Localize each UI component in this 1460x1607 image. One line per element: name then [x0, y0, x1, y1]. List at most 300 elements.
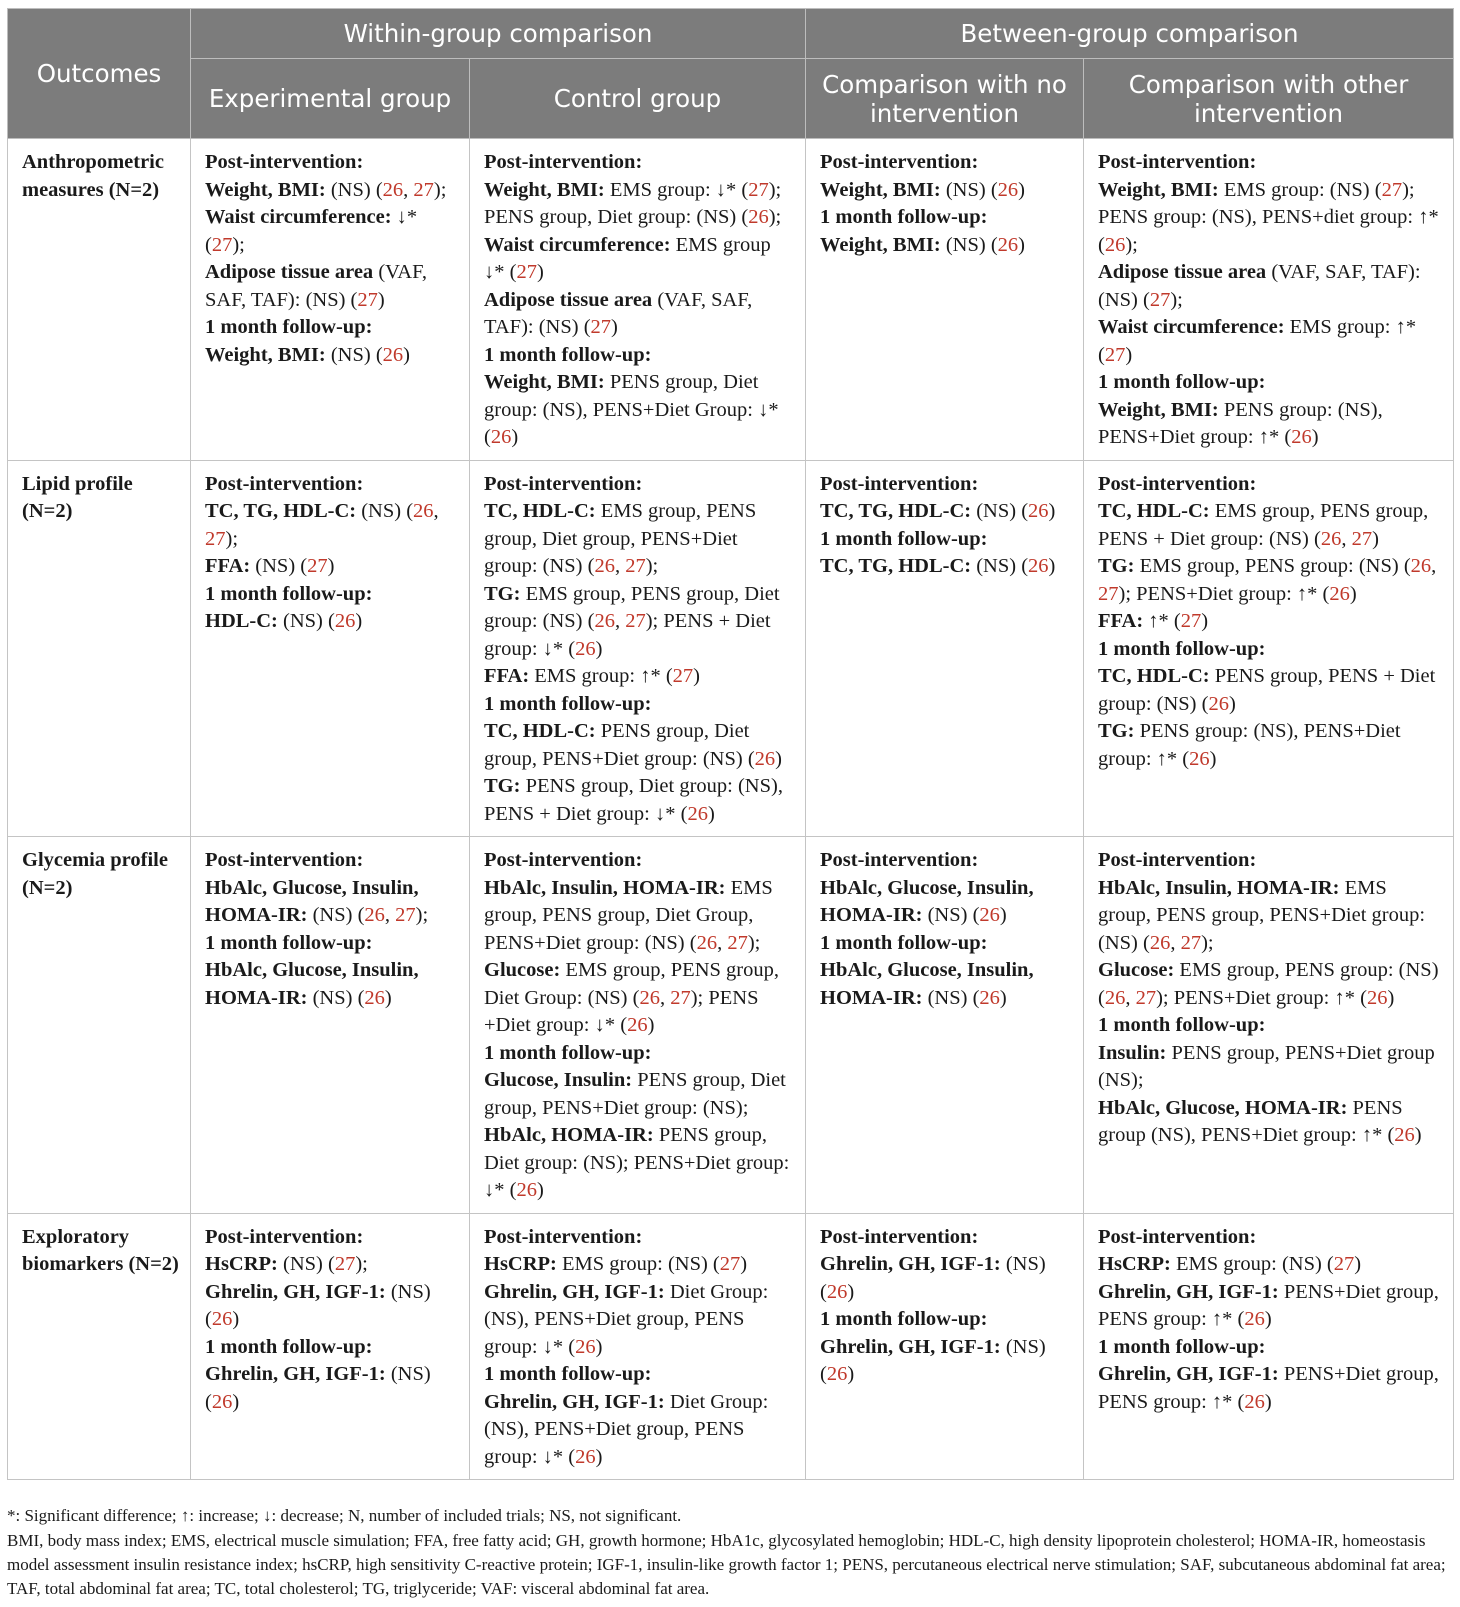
cell-text: (NS) ( [940, 178, 998, 201]
measure-label: Ghrelin, GH, IGF-1: [1098, 1363, 1279, 1385]
cell-line [484, 718, 795, 773]
cell-text: ) [1387, 986, 1395, 1009]
measure-label: Post-intervention: [820, 849, 979, 871]
cell-text: ) [1209, 747, 1217, 770]
cell-line [820, 204, 1073, 232]
cell-text: (NS) ( [205, 1363, 431, 1413]
measure-label: TG: [484, 582, 521, 605]
measure-label: 1 month follow-up: [820, 206, 988, 228]
cell-text: EMS group, PENS group: (NS) ( [1098, 959, 1439, 1009]
reference-link: 27 [590, 316, 612, 338]
control-cell [470, 837, 806, 1214]
cell-line [484, 581, 795, 664]
reference-link: 27 [672, 665, 694, 687]
cell-line [820, 232, 1073, 260]
cell-text: ) [1264, 1308, 1272, 1330]
reference-link: 27 [719, 1253, 741, 1275]
reference-link: 27 [1135, 986, 1157, 1009]
cell-line [820, 177, 1073, 205]
reference-link: 27 [1180, 931, 1202, 954]
cell-line [1098, 1224, 1443, 1252]
cell-text: ) [327, 555, 335, 577]
cell-line [1098, 663, 1443, 718]
cell-text: , [1170, 931, 1181, 954]
cell-line [1098, 1334, 1443, 1362]
cell-text: (NS) ( [205, 1280, 431, 1330]
measure-label: Glucose, Insulin: [484, 1069, 633, 1091]
control-cell [470, 460, 806, 837]
cell-text: ) [1349, 582, 1357, 605]
cell-text: ) [775, 747, 782, 770]
cell-line [205, 149, 459, 177]
cell-text: ) [232, 1390, 240, 1413]
cell-text: , [659, 986, 671, 1009]
cell-text: ) [999, 986, 1007, 1009]
measure-label: Weight, BMI: [820, 233, 941, 256]
reference-link: 26 [1291, 426, 1312, 448]
cell-text: EMS group: (NS) ( [1218, 178, 1382, 201]
measure-label: Waist circumference: [1098, 316, 1285, 338]
measure-label: Insulin: [1098, 1041, 1167, 1064]
reference-link: 27 [625, 610, 646, 632]
cell-text: (NS) ( [325, 178, 383, 201]
cell-text: ) [1048, 555, 1056, 577]
measure-label: Post-intervention: [205, 472, 364, 495]
measure-label: Adipose tissue area [205, 261, 374, 283]
reference-link: 26 [748, 206, 769, 228]
cell-text: EMS group, PENS group, PENS + Diet group: (NS) ( [1098, 500, 1429, 550]
cell-text: (NS) ( [277, 610, 335, 632]
measure-label: Weight, BMI: [484, 371, 605, 393]
reference-link: 26 [687, 802, 708, 825]
measure-label: HbAlc, Glucose, HOMA-IR: [1098, 1096, 1348, 1119]
measure-label: 1 month follow-up: [484, 692, 652, 715]
reference-link: 26 [364, 904, 385, 926]
reference-link: 27 [1333, 1253, 1355, 1275]
cell-line [205, 847, 459, 875]
cell-line [484, 1067, 795, 1122]
cell-line [484, 1279, 795, 1362]
cell-line [484, 773, 795, 828]
reference-link: 26 [594, 555, 615, 577]
header-within-group: Within-group comparison [191, 9, 806, 59]
table-row [8, 460, 1454, 837]
cell-text: PENS+Diet group, PENS group: ↑* ( [1098, 1363, 1439, 1413]
cell-text: (NS) ( [971, 500, 1029, 522]
cell-text: ); [747, 931, 761, 954]
cell-line [484, 232, 795, 287]
cell-text: ) [1311, 426, 1319, 448]
measure-label: HbAlc, HOMA-IR: [484, 1124, 654, 1146]
cell-line [205, 204, 459, 259]
reference-link: 26 [334, 610, 356, 632]
cell-line [205, 1334, 459, 1362]
experimental-cell [191, 1213, 470, 1480]
measure-label: FFA: [1098, 610, 1144, 632]
cell-text: ); [1201, 931, 1214, 954]
cell-text: (NS) ( [250, 555, 308, 577]
cell-text: (NS) ( [820, 1335, 1046, 1385]
no-intervention-cell [806, 1213, 1084, 1480]
cell-text: (NS) ( [307, 986, 365, 1009]
measure-label: Post-intervention: [1098, 151, 1257, 173]
cell-text: (VAF, SAF, TAF): (NS) ( [1098, 261, 1421, 311]
cell-text: , [1431, 555, 1437, 577]
cell-text: ) [355, 610, 363, 632]
reference-link: 26 [826, 1280, 848, 1303]
cell-line [484, 1361, 795, 1389]
outcome-cell: Exploratory biomarkers (N=2) [8, 1213, 191, 1480]
cell-text: (VAF, SAF, TAF): (NS) ( [484, 288, 753, 338]
measure-label: HsCRP: [1098, 1253, 1171, 1275]
measure-label: Post-intervention: [484, 1225, 643, 1248]
reference-link: 26 [639, 986, 660, 1009]
reference-link: 26 [516, 1179, 537, 1201]
no-intervention-cell [806, 460, 1084, 837]
cell-text: ) [595, 1335, 603, 1358]
cell-text: (NS) ( [940, 233, 998, 256]
cell-text: EMS group ↓* ( [484, 233, 771, 283]
reference-link: 26 [1244, 1308, 1265, 1330]
cell-line [1098, 314, 1443, 369]
measure-label: Ghrelin, GH, IGF-1: [484, 1280, 665, 1303]
cell-text: ); PENS group, Diet group: (NS) ( [484, 178, 782, 228]
measure-label: 1 month follow-up: [484, 1363, 652, 1385]
cell-text: ) [1414, 1124, 1422, 1146]
cell-text: ) [1228, 692, 1236, 715]
cell-text: ); [415, 904, 429, 926]
cell-line [1098, 498, 1443, 553]
measure-label: Waist circumference: [205, 206, 392, 228]
measure-label: Post-intervention: [820, 1225, 979, 1248]
cell-line [1098, 1361, 1443, 1416]
cell-text: ); PENS+Diet group: ↑* ( [1118, 582, 1330, 605]
cell-text: ) [536, 1179, 544, 1201]
cell-line [1098, 397, 1443, 452]
footnote-symbols: *: Significant difference; ↑: increase; ↓: decrease; N, number of included trials; NS, not significant. [7, 1506, 682, 1525]
cell-line [1098, 177, 1443, 260]
measure-label: Glucose: [484, 959, 561, 981]
cell-text: PENS+Diet group, PENS group: ↑* ( [1098, 1280, 1439, 1330]
reference-link: 26 [1028, 500, 1049, 522]
cell-line [820, 930, 1073, 958]
reference-link: 26 [1189, 747, 1210, 770]
cell-line [820, 1334, 1073, 1389]
measure-label: Glucose: [1098, 959, 1175, 981]
cell-text: ); PENS + Diet group: ↓* ( [484, 610, 771, 660]
cell-line [205, 177, 459, 205]
measure-label: 1 month follow-up: [1098, 637, 1266, 660]
reference-link: 26 [382, 343, 404, 366]
measure-label: Weight, BMI: [820, 178, 941, 201]
measure-label: Post-intervention: [820, 472, 979, 495]
cell-text: ) [595, 1445, 603, 1468]
measure-label: TC, HDL-C: [1098, 665, 1210, 687]
measure-label: HbAlc, Glucose, Insulin, HOMA-IR: [205, 959, 419, 1009]
reference-link: 27 [1180, 610, 1202, 632]
measure-label: TG: [1098, 720, 1135, 742]
reference-link: 27 [625, 555, 646, 577]
measure-label: Ghrelin, GH, IGF-1: [1098, 1280, 1279, 1303]
measure-label: TC, TG, HDL-C: [820, 500, 972, 522]
measure-label: TC, HDL-C: [484, 720, 596, 742]
measure-label: 1 month follow-up: [820, 527, 988, 550]
reference-link: 26 [1028, 555, 1049, 577]
measure-label: Post-intervention: [1098, 1225, 1257, 1248]
cell-text: (VAF, SAF, TAF): (NS) ( [205, 261, 427, 311]
measure-label: HsCRP: [484, 1253, 557, 1275]
cell-line [1098, 1251, 1443, 1279]
reference-link: 26 [413, 500, 434, 522]
cell-text: ) [1264, 1390, 1272, 1413]
cell-text: ) [999, 904, 1007, 926]
measure-label: Post-intervention: [1098, 849, 1257, 871]
measure-label: TC, HDL-C: [484, 500, 596, 522]
cell-text: EMS group, PENS group, Diet Group: (NS) ( [484, 959, 779, 1009]
cell-line [205, 553, 459, 581]
measure-label: Ghrelin, GH, IGF-1: [205, 1363, 386, 1385]
reference-link: 27 [1149, 288, 1171, 311]
cell-line [820, 553, 1073, 581]
cell-text: ); [232, 233, 245, 256]
cell-line [484, 1122, 795, 1205]
cell-line [484, 498, 795, 581]
cell-line [1098, 1040, 1443, 1095]
reference-link: 26 [1366, 986, 1388, 1009]
reference-link: 27 [1098, 582, 1119, 605]
cell-line [1098, 259, 1443, 314]
cell-text: ↑* ( [1143, 610, 1181, 632]
cell-line [484, 342, 795, 370]
other-intervention-cell [1084, 460, 1454, 837]
cell-text: ); [645, 555, 659, 577]
reference-link: 27 [357, 288, 378, 311]
measure-label: FFA: [484, 665, 530, 687]
cell-text: ) [1048, 500, 1056, 522]
cell-text: EMS group: (NS) ( [556, 1253, 720, 1275]
cell-text: PENS group, Diet group: (NS); PENS+Diet group: ↓* ( [484, 1124, 790, 1201]
measure-label: 1 month follow-up: [205, 582, 373, 605]
measure-label: Post-intervention: [484, 472, 643, 495]
measure-label: Weight, BMI: [484, 178, 605, 201]
measure-label: 1 month follow-up: [205, 1335, 373, 1358]
cell-text: ); [768, 206, 782, 228]
measure-label: Post-intervention: [205, 151, 364, 173]
cell-text: ); [1170, 288, 1183, 311]
cell-text: ); [355, 1253, 368, 1275]
reference-link: 26 [594, 610, 615, 632]
cell-text: ) [1354, 1253, 1362, 1275]
cell-line [205, 1361, 459, 1416]
cell-line [1098, 608, 1443, 636]
reference-link: 26 [575, 637, 596, 660]
measure-label: HbAlc, Glucose, Insulin, HOMA-IR: [820, 876, 1034, 926]
reference-link: 26 [696, 931, 718, 954]
reference-link: 26 [1410, 555, 1432, 577]
reference-link: 27 [727, 931, 748, 954]
measure-label: Ghrelin, GH, IGF-1: [820, 1335, 1001, 1358]
cell-text: ) [232, 1308, 240, 1330]
cell-line [484, 1389, 795, 1472]
measure-label: Adipose tissue area [1098, 261, 1267, 283]
measure-label: 1 month follow-up: [820, 931, 988, 954]
reference-link: 26 [1320, 527, 1342, 550]
cell-text: PENS group: (NS), PENS+Diet group: ↑* ( [1098, 720, 1401, 770]
cell-line [820, 875, 1073, 930]
outcome-cell: Anthropometric measures (N=2) [8, 139, 191, 461]
reference-link: 26 [490, 426, 512, 448]
cell-line [484, 875, 795, 958]
cell-text: PENS group, Diet group: (NS), PENS+Diet Group: ↓* ( [484, 371, 779, 448]
reference-link: 27 [748, 178, 769, 201]
measure-label: 1 month follow-up: [1098, 371, 1266, 393]
cell-line [820, 1306, 1073, 1334]
cell-text: ) [1125, 343, 1133, 366]
cell-text: (NS) ( [277, 1253, 335, 1275]
reference-link: 27 [670, 986, 691, 1009]
reference-link: 27 [211, 233, 233, 256]
cell-line [205, 259, 459, 314]
cell-text: ) [611, 316, 618, 338]
reference-link: 26 [364, 986, 385, 1009]
reference-link: 26 [575, 1335, 596, 1358]
cell-text: ↓* ( [205, 206, 418, 256]
header-experimental-group: Experimental group [191, 59, 470, 139]
cell-text: ) [693, 665, 700, 687]
cell-line [820, 526, 1073, 554]
reference-link: 27 [516, 261, 537, 283]
reference-link: 26 [1329, 582, 1350, 605]
measure-label: 1 month follow-up: [205, 931, 373, 954]
cell-text: , [403, 178, 414, 201]
reference-link: 26 [1394, 1124, 1415, 1146]
reference-link: 27 [334, 1253, 356, 1275]
cell-text: (NS) ( [971, 555, 1029, 577]
cell-line [820, 149, 1073, 177]
cell-text: , [384, 904, 396, 926]
table-row [8, 1213, 1454, 1480]
cell-text: PENS group, PENS+Diet group (NS); [1098, 1041, 1435, 1091]
other-intervention-cell [1084, 837, 1454, 1214]
reference-link: 26 [979, 904, 1000, 926]
cell-text: , [433, 500, 439, 522]
measure-label: HDL-C: [205, 610, 278, 632]
cell-line [484, 957, 795, 1040]
cell-line [484, 149, 795, 177]
reference-link: 26 [1244, 1390, 1265, 1413]
cell-line [1098, 847, 1443, 875]
reference-link: 26 [575, 1445, 596, 1468]
cell-text: ) [511, 426, 519, 448]
measure-label: 1 month follow-up: [1098, 1335, 1266, 1358]
cell-line [1098, 875, 1443, 958]
measure-label: HbAlc, Insulin, HOMA-IR: [484, 876, 726, 899]
reference-link: 27 [1104, 343, 1126, 366]
cell-text: EMS group, PENS group, Diet Group, PENS+Diet group: (NS) ( [484, 876, 773, 954]
cell-text: ) [847, 1280, 855, 1303]
reference-link: 26 [997, 178, 1019, 201]
cell-line [1098, 1012, 1443, 1040]
measure-label: Post-intervention: [484, 151, 643, 173]
measure-label: Post-intervention: [820, 151, 979, 173]
header-no-intervention: Comparison with no intervention [806, 59, 1084, 139]
cell-line [205, 1251, 459, 1279]
cell-text: EMS group: ↓* ( [604, 178, 749, 201]
measure-label: 1 month follow-up: [1098, 1014, 1266, 1036]
cell-text: Diet Group: (NS), PENS+Diet group, PENS group: ↓* ( [484, 1280, 769, 1358]
cell-text: ) [1372, 527, 1379, 550]
cell-line [205, 314, 459, 342]
measure-label: Post-intervention: [484, 849, 643, 871]
cell-line [820, 471, 1073, 499]
cell-line [484, 1224, 795, 1252]
reference-link: 27 [205, 527, 226, 550]
measure-label: TG: [484, 775, 521, 797]
cell-text: ); PENS group: (NS), PENS+diet group: ↑* ( [1098, 178, 1439, 256]
cell-text: ) [1018, 178, 1025, 201]
measure-label: Weight, BMI: [205, 178, 326, 201]
cell-text: , [1341, 527, 1352, 550]
reference-link: 26 [1104, 986, 1126, 1009]
no-intervention-cell [806, 837, 1084, 1214]
measure-label: FFA: [205, 555, 251, 577]
measure-label: HsCRP: [205, 1253, 278, 1275]
cell-line [484, 691, 795, 719]
reference-link: 26 [997, 233, 1019, 256]
cell-text: ) [384, 986, 392, 1009]
cell-line [205, 581, 459, 609]
cell-text: , [614, 610, 626, 632]
cell-text: PENS group, PENS + Diet group: (NS) ( [1098, 665, 1436, 715]
cell-line [820, 847, 1073, 875]
measure-label: 1 month follow-up: [484, 343, 652, 366]
control-cell [470, 1213, 806, 1480]
cell-line [1098, 553, 1443, 608]
measure-label: Weight, BMI: [1098, 178, 1219, 201]
measure-label: 1 month follow-up: [205, 316, 373, 338]
measure-label: Post-intervention: [205, 849, 364, 871]
header-outcomes: Outcomes [8, 9, 191, 139]
cell-text: EMS group: ↑* ( [529, 665, 673, 687]
header-between-group: Between-group comparison [806, 9, 1454, 59]
cell-line [1098, 957, 1443, 1012]
cell-text: EMS group, PENS group, Diet group, PENS+Diet group: (NS) ( [484, 500, 757, 577]
cell-line [484, 1251, 795, 1279]
header-other-intervention: Comparison with other intervention [1084, 59, 1454, 139]
cell-text: PENS group: (NS), PENS+Diet group: ↑* ( [1098, 398, 1383, 448]
reference-link: 26 [1208, 692, 1229, 715]
table-row [8, 837, 1454, 1214]
cell-text: ) [740, 1253, 748, 1275]
reference-link: 27 [1381, 178, 1403, 201]
reference-link: 26 [627, 1014, 648, 1036]
cell-text: PENS group, Diet group, PENS+Diet group: (NS); [484, 1069, 786, 1119]
reference-link: 26 [211, 1390, 233, 1413]
measure-label: Weight, BMI: [205, 343, 326, 366]
cell-line [1098, 1095, 1443, 1150]
cell-line [484, 1040, 795, 1068]
cell-text: , [717, 931, 728, 954]
experimental-cell [191, 837, 470, 1214]
cell-line [484, 471, 795, 499]
cell-line [1098, 636, 1443, 664]
cell-text: PENS group, Diet group, PENS+Diet group: (NS) ( [484, 720, 755, 770]
cell-line [205, 1224, 459, 1252]
cell-text: (NS) ( [307, 904, 365, 926]
footnote-abbreviations: BMI, body mass index; EMS, electrical muscle simulation; FFA, free fatty acid; GH, growth hormone; HbA1c, glycosylated hemoglobin; HDL-C, high density lipoprotein cholesterol; HOMA-IR, homeostasis model assessment insulin resistance index; hsCRP, high sensitivity C-reactive protein; IGF-1, insulin-like growth factor 1; PENS, percutaneous electrical nerve stimulation; SAF, subcutaneous abdominal fat area; TAF, total abdominal fat area; TC, total cholesterol; TG, triglyceride; VAF: visceral abdominal fat area. [7, 1531, 1446, 1598]
no-intervention-cell [806, 139, 1084, 461]
other-intervention-cell [1084, 1213, 1454, 1480]
